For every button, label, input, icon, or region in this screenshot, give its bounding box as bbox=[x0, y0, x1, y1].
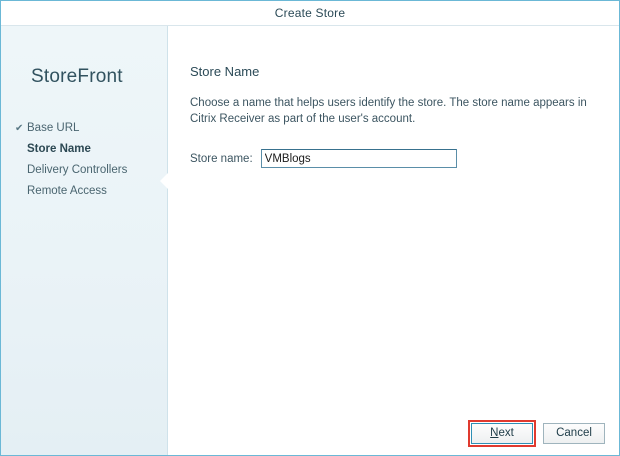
cancel-button-label: Cancel bbox=[556, 427, 592, 439]
cancel-button[interactable] bbox=[543, 423, 605, 444]
page-title: Store Name bbox=[190, 64, 260, 79]
sidebar-item-base-url[interactable] bbox=[15, 118, 167, 139]
store-name-label: Store name: bbox=[190, 152, 253, 165]
sidebar-item-label: Store Name bbox=[27, 143, 91, 155]
dialog-body bbox=[1, 26, 619, 455]
next-button-label: ext bbox=[498, 427, 514, 439]
sidebar-item-delivery-controllers[interactable] bbox=[27, 160, 167, 181]
sidebar-item-label: Base URL bbox=[27, 122, 80, 134]
wizard-steps bbox=[1, 118, 167, 202]
dialog-footer bbox=[168, 411, 619, 455]
sidebar-item-label: Delivery Controllers bbox=[27, 164, 128, 176]
wizard-content bbox=[168, 26, 619, 455]
store-name-field-row bbox=[168, 127, 619, 168]
store-name-input[interactable] bbox=[261, 149, 457, 168]
current-step-pointer-icon bbox=[160, 173, 168, 189]
page-description: Choose a name that helps users identify the store. The store name appears in Citrix Receiver as part of the user's account. bbox=[190, 97, 587, 125]
next-button[interactable] bbox=[471, 423, 533, 444]
sidebar-item-label: Remote Access bbox=[27, 185, 107, 197]
window-title: Create Store bbox=[274, 6, 346, 20]
title-bar bbox=[1, 1, 619, 26]
next-button-mnemonic: N bbox=[490, 427, 499, 439]
check-icon: ✔ bbox=[15, 123, 24, 134]
sidebar-item-store-name[interactable] bbox=[27, 139, 167, 160]
sidebar-item-remote-access[interactable] bbox=[27, 181, 167, 202]
wizard-sidebar bbox=[1, 26, 168, 455]
product-brand: StoreFront bbox=[31, 66, 123, 87]
